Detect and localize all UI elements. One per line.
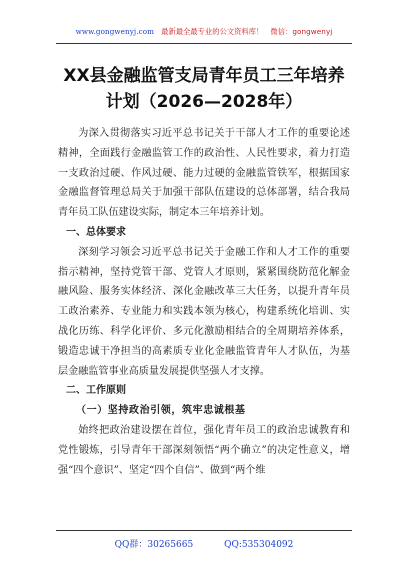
header-wechat: 微信：gongwenyj — [270, 27, 333, 36]
document-title: XX县金融监管支局青年员工三年培养计划（2026—2028年） — [63, 66, 345, 112]
footer-qq-group: QQ群：30265665 — [114, 540, 194, 550]
section-heading-general: 一、总体要求 — [66, 226, 126, 238]
page-footer — [0, 537, 408, 550]
footer-divider — [56, 530, 352, 531]
page-header — [0, 27, 408, 37]
footer-qq: QQ:535304092 — [224, 540, 294, 550]
intro-paragraph: 为深入贯彻落实习近平总书记关于干部人才工作的重要论述精神，全面践行金融监管工作的政治性、人民性要求，着力打造一支政治过硬、作风过硬、能力过硬的金融监管铁军，根据国家金融监督管理总局关于加强干部队伍建设的总体部署，结合我局青年员工队伍建设实际，制定本三年培养计划。 — [58, 128, 350, 219]
document-body — [58, 124, 350, 480]
subsection-heading-political: （一）坚持政治引领，筑牢忠诚根基 — [76, 405, 246, 417]
header-divider — [56, 43, 352, 44]
subsection-paragraph-political: 始终把政治建设摆在首位，强化青年员工的政治忠诚教育和党性锻炼，引导青年干部深刻领悟“两个确立”的决定性意义，增强“四个意识”、坚定“四个自信”、做到“两个维 — [58, 424, 350, 476]
header-promo: 最新最全最专业的公文资料库！ — [161, 27, 264, 36]
section-heading-principles: 二、工作原则 — [66, 385, 126, 397]
section-paragraph-general: 深刻学习领会习近平总书记关于金融工作和人才工作的重要指示精神，坚持党管干部、党管人才原则，紧紧围绕防范化解金融风险、服务实体经济、深化金融改革三大任务，以提升青年员工政治素养、专业能力和实践本领为核心，构建系统化培训、实战化历练、科学化评价、多元化激励相结合的全周期培养体系，锻造忠诚干净担当的高素质专业化金融监管青年人才队伍，为基层金融监管事业高质量发展提供坚强人才支撑。 — [58, 246, 350, 377]
header-site-link[interactable]: www.gongwenyj.com — [75, 27, 155, 36]
